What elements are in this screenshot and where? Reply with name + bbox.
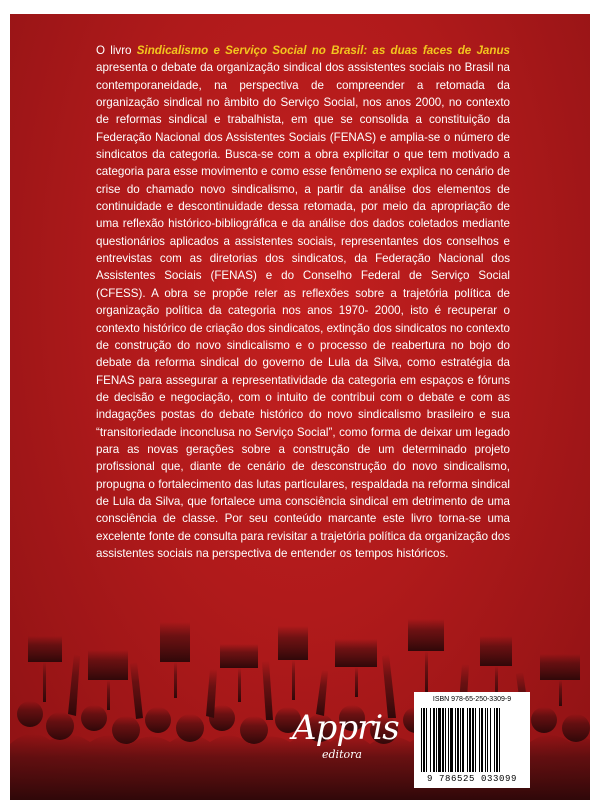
barcode-bar (433, 708, 435, 772)
barcode-bar (494, 708, 495, 772)
publisher-name: Appris (292, 708, 399, 748)
barcode-bars (421, 708, 523, 772)
barcode-bar (487, 708, 488, 772)
barcode-bar (430, 708, 431, 772)
barcode-bar (442, 708, 444, 772)
barcode-bar (436, 708, 437, 772)
barcode-bar (448, 708, 449, 772)
barcode-bar (421, 708, 422, 772)
barcode-bar (450, 708, 453, 772)
barcode-bar (462, 708, 464, 772)
back-cover-blurb (96, 42, 510, 562)
barcode-bar (460, 708, 461, 772)
barcode-bar (457, 708, 459, 772)
publisher-imprint: editora (322, 748, 362, 761)
back-cover (10, 14, 590, 800)
blurb-body: apresenta o debate da organização sindical dos assistentes sociais no Brasil na contemporaneidade, na perspectiva de compreender a retomada da organização sindical no âmbito do Serviço Social, nos anos 2000, no contexto de reformas sindical e trabalhista, em que se consolida a constituição da Federação Nacional dos Assistentes Sociais (FENAS) e amplia-se o número de sindicatos da categoria. Busca-se com a obra explicitar o que tem motivado a categoria para esse movimento e como esse fenômeno se explica no cenário de crise do chamado novo sindicalismo, a partir da análise dos elementos de continuidade e descontinuidade dessa retomada, por meio da apropriação de uma reflexão histórico-bibliográfica e da análise dos dados coletados mediante questionários aplicados a assistentes sociais, representantes dos conselhos e entrevistas com as diretorias dos sindicatos, da Federação Nacional dos Assistentes Sociais (FENAS) e do Conselho Federal de Serviço Social (CFESS). A obra se propõe reler as reflexões sobre a trajetória política de organização política da categoria nos anos 1970- 2000, isto é recuperar o contexto histórico de criação dos sindicatos, extinção dos sindicatos no contexto de construção do novo sindicalismo e o processo de reabertura no bojo do debate da reforma sindical do governo de Lula da Silva, como estratégia da FENAS para assegurar a representatividade da categoria em espaços e fóruns de decisão e negociação, com o intuito de contribui com o debate e com as indagações postas do debate histórico do novo sindicalismo brasileiro e sua “transitoriedade inconclusa no Serviço Social”, como forma de deixar um legado para as novas gerações sobre a construção de um determinado projeto profissional que, diante de cenário de desconstrução do novo sindicalismo, propugna o fortalecimento das lutas particulares, respaldada na reforma sindical de Lula da Silva, que fortalece uma consciência sindical em detrimento de uma consciência de classe. Por seu conteúdo marcante este livro torna-se uma excelente fonte de consulta para revisitar a trajetória política da organização dos assistentes sociais na perspectiva de entender os tempos históricos. (96, 61, 510, 560)
publisher-logo (280, 708, 400, 788)
barcode-bar (499, 708, 500, 772)
barcode-bar (496, 708, 498, 772)
barcode-bar (445, 708, 446, 772)
barcode-bar (472, 708, 474, 772)
barcode-bar (423, 708, 425, 772)
isbn-barcode (414, 692, 530, 788)
isbn-number: ISBN 978-65-250-3309-9 (432, 696, 512, 703)
barcode-bar (438, 708, 441, 772)
barcode-digits: 9 786525 033099 (426, 774, 517, 784)
barcode-bar (475, 708, 476, 772)
barcode-bar (455, 708, 456, 772)
barcode-bar (479, 708, 480, 772)
barcode-bar (490, 708, 491, 772)
blurb-intro: O livro (96, 44, 137, 57)
barcode-bar (426, 708, 427, 772)
barcode-bar (485, 708, 486, 772)
barcode-bar (467, 708, 468, 772)
barcode-bar (481, 708, 483, 772)
barcode-bar (469, 708, 471, 772)
book-title: Sindicalismo e Serviço Social no Brasil: as duas faces de Janus (136, 44, 510, 57)
